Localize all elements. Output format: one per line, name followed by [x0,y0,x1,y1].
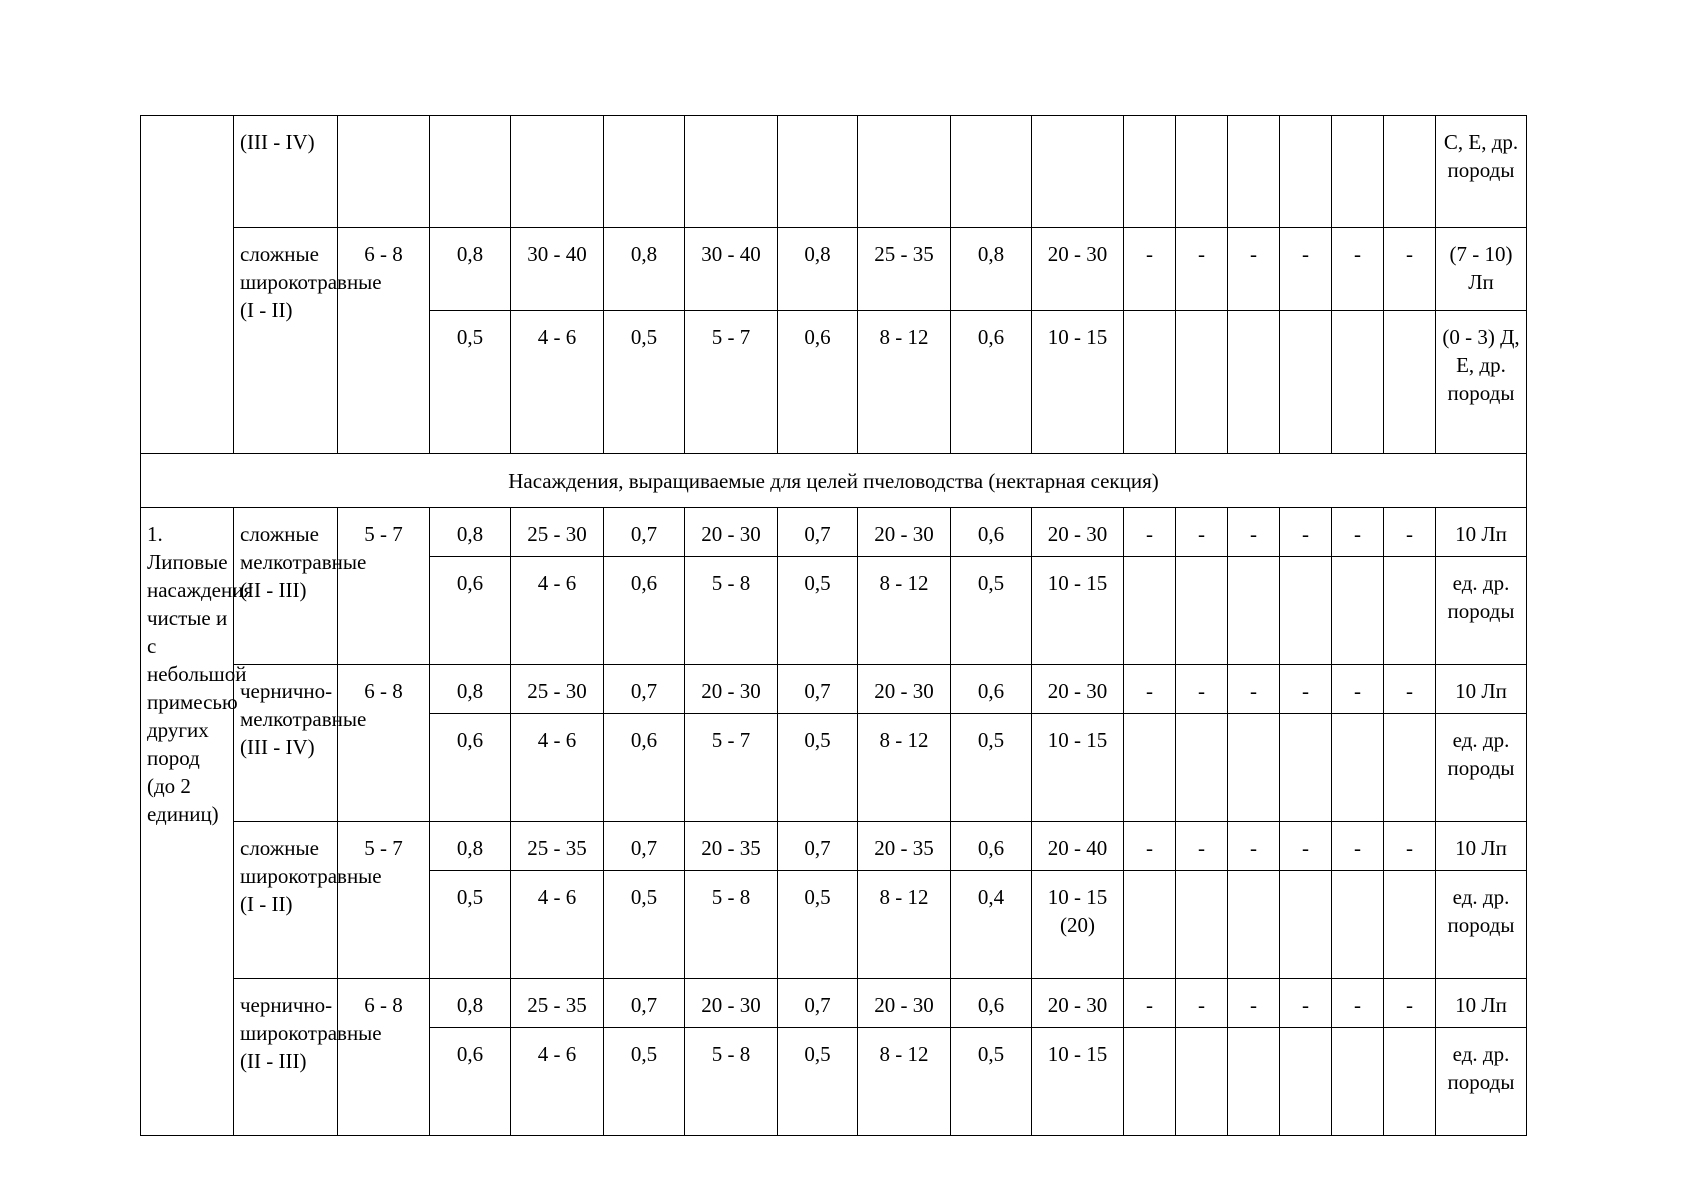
dash-cell: - [1124,508,1176,557]
age-cell: 6 - 8 [338,978,430,1135]
empty-cell [1228,870,1280,978]
empty-cell [1176,870,1228,978]
composition-cell: (0 - 3) Д, Е, др. породы [1436,311,1527,454]
dash-cell: - [1332,665,1384,714]
dash-cell: - [1124,665,1176,714]
dash-cell: - [1384,978,1436,1027]
density-cell: 0,6 [604,557,685,665]
density-cell: 0,6 [951,665,1032,714]
height-cell: 20 - 30 [858,508,951,557]
density-cell: 0,5 [430,311,511,454]
density-cell: 0,7 [604,665,685,714]
height-cell: 4 - 6 [511,311,604,454]
composition-cell: ед. др. породы [1436,870,1527,978]
density-cell: 0,6 [778,311,858,454]
density-cell: 0,8 [430,665,511,714]
height-cell: 20 - 30 [1032,508,1124,557]
age-cell: 6 - 8 [338,228,430,454]
section-row [141,454,1527,508]
dash-cell: - [1280,508,1332,557]
table-row [141,508,1527,557]
height-cell: 10 - 15 [1032,713,1124,821]
height-cell: 4 - 6 [511,870,604,978]
height-cell: 4 - 6 [511,1027,604,1135]
empty-cell [1332,557,1384,665]
height-cell: 5 - 8 [685,1027,778,1135]
height-cell: 30 - 40 [685,228,778,311]
density-cell: 0,6 [430,713,511,821]
forest-type-cell: сложные широкотравные (I - II) [234,822,338,979]
dash-cell: - [1384,822,1436,871]
empty-cell [1280,713,1332,821]
dash-cell: - [1176,978,1228,1027]
empty-cell [1332,870,1384,978]
age-cell: 5 - 7 [338,508,430,665]
empty-cell [1332,1027,1384,1135]
density-cell: 0,6 [951,978,1032,1027]
dash-cell: - [1332,228,1384,311]
density-cell: 0,8 [430,508,511,557]
height-cell: 20 - 30 [1032,665,1124,714]
empty-cell [1124,311,1176,454]
density-cell: 0,5 [430,870,511,978]
density-cell: 0,5 [951,1027,1032,1135]
density-cell: 0,6 [951,508,1032,557]
dash-cell: - [1176,508,1228,557]
dash-cell: - [1176,228,1228,311]
composition-cell: 10 Лп [1436,978,1527,1027]
dash-cell: - [1228,822,1280,871]
height-cell: 10 - 15 (20) [1032,870,1124,978]
density-cell: 0,5 [951,557,1032,665]
table-row [141,822,1527,871]
empty-cell [1176,1027,1228,1135]
dash-cell: - [1280,228,1332,311]
height-cell: 20 - 30 [1032,978,1124,1027]
height-cell: 20 - 30 [1032,228,1124,311]
empty-cell [1384,557,1436,665]
height-cell: 25 - 35 [858,228,951,311]
composition-cell: 10 Лп [1436,665,1527,714]
composition-cell: ед. др. породы [1436,713,1527,821]
height-cell: 20 - 30 [685,508,778,557]
density-cell: 0,8 [951,228,1032,311]
table-row [141,978,1527,1027]
dash-cell: - [1228,665,1280,714]
density-cell: 0,5 [951,713,1032,821]
height-cell: 8 - 12 [858,870,951,978]
density-cell: 0,8 [430,228,511,311]
dash-cell: - [1384,508,1436,557]
height-cell: 10 - 15 [1032,557,1124,665]
group-name-cell: 1. Липовые насаждения чистые и с небольшой примесью других пород (до 2 единиц) [141,508,234,1136]
age-cell-empty [338,116,430,228]
dash-cell: - [1124,228,1176,311]
density-cell: 0,7 [778,508,858,557]
density-cell: 0,8 [604,228,685,311]
empty-cell [1124,557,1176,665]
forest-type-cell: чернично-мелкотравные (III - IV) [234,665,338,822]
height-cell: 30 - 40 [511,228,604,311]
density-cell: 0,7 [778,822,858,871]
density-cell: 0,5 [778,713,858,821]
composition-cell: ед. др. породы [1436,1027,1527,1135]
dash-cell: - [1228,508,1280,557]
empty-cell [1332,311,1384,454]
height-cell: 20 - 35 [858,822,951,871]
dash-cell: - [1124,978,1176,1027]
density-cell: 0,8 [430,822,511,871]
empty-cell [1332,713,1384,821]
table-row [141,116,1527,228]
height-cell: 25 - 35 [511,978,604,1027]
forest-type-cell: сложные мелкотравные (II - III) [234,508,338,665]
height-cell: 8 - 12 [858,713,951,821]
empty-cell [1228,557,1280,665]
density-cell: 0,6 [430,1027,511,1135]
density-cell: 0,8 [430,978,511,1027]
height-cell: 4 - 6 [511,713,604,821]
empty-cell [1228,1027,1280,1135]
empty-cell [1384,713,1436,821]
empty-cell [1280,1027,1332,1135]
height-cell: 5 - 8 [685,870,778,978]
empty-cell [1176,713,1228,821]
dash-cell: - [1228,228,1280,311]
empty-cell [1384,870,1436,978]
age-cell: 6 - 8 [338,665,430,822]
dash-cell: - [1332,822,1384,871]
table-row [141,665,1527,714]
forest-type-cell: сложные широкотравные (I - II) [234,228,338,454]
dash-cell: - [1280,978,1332,1027]
height-cell: 25 - 30 [511,508,604,557]
density-cell: 0,4 [951,870,1032,978]
height-cell: 20 - 30 [685,978,778,1027]
density-cell: 0,5 [604,1027,685,1135]
density-cell: 0,7 [604,822,685,871]
density-cell: 0,6 [604,713,685,821]
empty-cell [1124,870,1176,978]
age-cell: 5 - 7 [338,822,430,979]
empty-cell [1176,557,1228,665]
dash-cell: - [1228,978,1280,1027]
density-cell: 0,8 [778,228,858,311]
composition-cell: 10 Лп [1436,822,1527,871]
dash-cell: - [1280,665,1332,714]
height-cell: 20 - 30 [858,665,951,714]
dash-cell: - [1332,978,1384,1027]
dash-cell: - [1280,822,1332,871]
density-cell: 0,5 [778,870,858,978]
height-cell: 8 - 12 [858,311,951,454]
empty-cell [1384,1027,1436,1135]
density-cell: 0,5 [604,870,685,978]
empty-cell [1228,713,1280,821]
height-cell: 20 - 30 [858,978,951,1027]
dash-cell: - [1176,822,1228,871]
density-cell: 0,5 [778,1027,858,1135]
height-cell: 4 - 6 [511,557,604,665]
density-cell: 0,7 [604,978,685,1027]
empty-cell [1280,557,1332,665]
density-cell: 0,6 [951,822,1032,871]
empty-cell [1384,311,1436,454]
height-cell: 25 - 35 [511,822,604,871]
height-cell: 8 - 12 [858,1027,951,1135]
section-title: Насаждения, выращиваемые для целей пчеловодства (нектарная секция) [141,454,1527,508]
height-cell: 10 - 15 [1032,311,1124,454]
composition-cell: С, Е, др. породы [1436,116,1527,228]
composition-cell: 10 Лп [1436,508,1527,557]
density-cell: 0,5 [604,311,685,454]
dash-cell: - [1384,665,1436,714]
composition-cell: ед. др. породы [1436,557,1527,665]
density-cell: 0,7 [604,508,685,557]
density-cell: 0,5 [778,557,858,665]
silviculture-table [140,115,1527,1136]
dash-cell: - [1124,822,1176,871]
height-cell: 20 - 35 [685,822,778,871]
height-cell: 5 - 7 [685,311,778,454]
dash-cell: - [1176,665,1228,714]
forest-type-cell: (III - IV) [234,116,338,228]
dash-cell: - [1332,508,1384,557]
empty-cell [1280,870,1332,978]
density-cell: 0,6 [430,557,511,665]
group-name-cell-empty [141,116,234,454]
composition-cell: (7 - 10) Лп [1436,228,1527,311]
height-cell: 5 - 8 [685,557,778,665]
empty-cell [1124,1027,1176,1135]
forest-type-cell: чернично-широкотравные (II - III) [234,978,338,1135]
density-cell: 0,7 [778,665,858,714]
empty-cell [1176,311,1228,454]
height-cell: 8 - 12 [858,557,951,665]
height-cell: 20 - 40 [1032,822,1124,871]
height-cell: 20 - 30 [685,665,778,714]
height-cell: 5 - 7 [685,713,778,821]
height-cell: 10 - 15 [1032,1027,1124,1135]
empty-cell [1124,713,1176,821]
dash-cell: - [1384,228,1436,311]
table-row [141,228,1527,311]
empty-cell [1228,311,1280,454]
height-cell: 25 - 30 [511,665,604,714]
empty-cell [1280,311,1332,454]
density-cell: 0,7 [778,978,858,1027]
density-cell: 0,6 [951,311,1032,454]
